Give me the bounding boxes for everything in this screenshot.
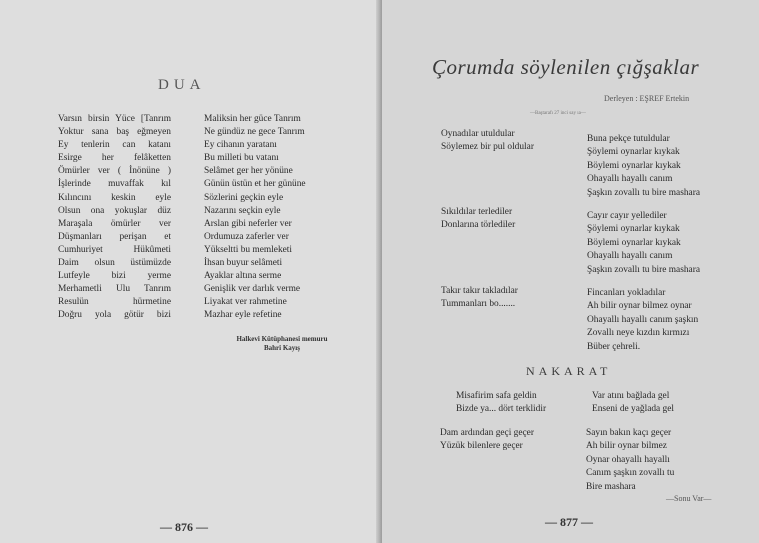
verse-line: Ey tenlerin can katanı	[58, 140, 171, 151]
verse-line: Düşmanları perişan et	[58, 231, 171, 242]
verse-line: Şöylemi oynarlar kıykak	[587, 147, 680, 158]
verse-line: Olsun ona yokuşlar düz	[58, 205, 171, 216]
verse-line: Yükseltti bu memleketi	[204, 244, 293, 255]
verse-line: Oynadılar utuldular	[441, 129, 515, 139]
verse-line: Bire mashara	[586, 481, 636, 492]
verse-line: Sayın bakın kaçı geçer	[586, 428, 672, 438]
stanza-1-right	[587, 133, 700, 200]
nakarat-heading: NAKARAT	[526, 364, 612, 378]
poem-title: DUA	[158, 77, 206, 93]
verse-line: Mazhar eyle refetine	[204, 310, 282, 321]
page-number-right: — 877 —	[545, 515, 593, 529]
verse-line: Buna pekçe tutuldular	[587, 134, 670, 144]
nakarat-1-right	[592, 390, 674, 417]
verse-line: Ohayallı hayallı canım	[587, 174, 673, 185]
verse-line: Söylemez bir pul oldular	[441, 142, 534, 153]
verse-line: Tummanları bo.......	[441, 299, 516, 310]
verse-line: Canım şaşkın zovallı tu	[586, 468, 675, 479]
continued-note: —Baştarafı 27 inci say ıa—	[530, 111, 586, 116]
verse-line: İhsan buyur selâmeti	[204, 258, 283, 269]
verse-line: Şaşkın zovallı tu bire mashara	[587, 187, 700, 198]
verse-line: Dam ardından geçi geçer	[440, 428, 534, 438]
verse-line: Genişlik ver darlık verme	[204, 284, 301, 295]
verse-line: Fincanları yokladılar	[587, 288, 666, 298]
verse-line: Misafirim safa geldin	[456, 391, 537, 401]
stanza-2-right	[587, 210, 700, 277]
nakarat-2-left	[440, 427, 534, 454]
verse-line: Ayaklar altına serme	[204, 271, 282, 282]
verse-line: Resulün hürmetine	[58, 297, 171, 308]
verse-line: İşlerinde muvaffak kıl	[58, 179, 171, 190]
verse-line: Ah bilir oynar bilmez oynar	[587, 301, 692, 312]
verse-line: Enseni de yağlada gel	[592, 404, 674, 415]
verse-line: Şaşkın zovallı tu bire mashara	[587, 264, 700, 275]
verse-line: Ah bilir oynar bilmez	[586, 441, 667, 452]
verse-line: Bizde ya... dört terklidir	[456, 404, 547, 415]
verse-line: Sıkıldılar terlediler	[441, 207, 513, 217]
credit-line-1: Halkevi Kütüphanesi memuru	[236, 335, 328, 343]
right-page	[382, 0, 759, 543]
verse-line: Doğru yola götür bizi	[58, 310, 171, 321]
nakarat-2-right	[586, 427, 674, 494]
verse-line: Ohayallı hayallı canım	[587, 251, 673, 262]
verse-line: Ömürler ver ( İnönüne )	[58, 166, 171, 177]
poem-column-1	[58, 113, 171, 323]
verse-line: Arslan gibi neferler ver	[204, 218, 292, 229]
verse-line: Böylemi oynarlar kıykak	[587, 160, 681, 171]
verse-line: Cayır cayır yellediler	[587, 211, 667, 221]
stanza-1-left	[441, 128, 534, 155]
verse-line: Liyakat ver rahmetine	[204, 297, 287, 308]
verse-line: Ne gündüz ne gece Tanrım	[204, 127, 305, 138]
stanza-3-right	[587, 287, 698, 354]
verse-line: Merhametli Ulu Tanrım	[58, 284, 171, 295]
verse-line: Maraşala ömürler ver	[58, 218, 171, 229]
verse-line: Sözlerini geçkin eyle	[204, 192, 284, 203]
verse-line: Kılıncını keskin eyle	[58, 192, 171, 203]
page-number-left: — 876 —	[160, 520, 208, 534]
stanza-2-left	[441, 206, 515, 233]
verse-line: Böylemi oynarlar kıykak	[587, 237, 681, 248]
credit-line-2: Bahri Kayış	[264, 344, 300, 352]
verse-line: Daim olsun üstümüzde	[58, 258, 171, 269]
verse-line: Büber çehreli.	[587, 341, 641, 352]
verse-line: Maliksin her güce Tanrım	[204, 114, 301, 124]
verse-line: Yüzük bilenlere geçer	[440, 441, 523, 452]
verse-line: Selâmet ger her yönüne	[204, 166, 293, 177]
stanza-3-left	[441, 285, 518, 312]
verse-line: Günün üstün et her gününe	[204, 179, 306, 190]
poem-column-2	[204, 113, 306, 323]
verse-line: Lutfeyle bizi yerme	[58, 271, 171, 282]
verse-line: Ordumuza zaferler ver	[204, 231, 289, 242]
verse-line: Oynar ohayallı hayallı	[586, 454, 670, 465]
verse-line: Esirge her felâketten	[58, 153, 171, 164]
nakarat-1-left	[456, 390, 546, 417]
verse-line: Var atını bağlada gel	[592, 391, 670, 401]
verse-line: Nazarını seçkin eyle	[204, 205, 281, 216]
verse-line: Yoktur sana baş eğmeyen	[58, 127, 171, 138]
end-note: —Sonu Var—	[666, 494, 712, 503]
compiler: Derleyen : EŞREF Ertekin	[604, 94, 690, 103]
credit	[222, 335, 342, 353]
article-title: Çorumda söylenilen çığşaklar	[432, 55, 700, 79]
verse-line: Cumhuriyet Hükûmeti	[58, 244, 171, 255]
verse-line: Ohayallı hayallı canım şaşkın	[587, 314, 699, 325]
verse-line: Donlarına törlediler	[441, 220, 516, 231]
verse-line: Zovallı neye kızdın kırmızı	[587, 328, 690, 339]
verse-line: Takır takır takladılar	[441, 286, 518, 296]
verse-line: Ey cihanın yaratanı	[204, 140, 277, 151]
verse-line: Bu milleti bu vatanı	[204, 153, 279, 164]
verse-line: Şöylemi oynarlar kıykak	[587, 224, 680, 235]
verse-line: Varsın birsin Yüce [Tanrım	[58, 114, 171, 124]
